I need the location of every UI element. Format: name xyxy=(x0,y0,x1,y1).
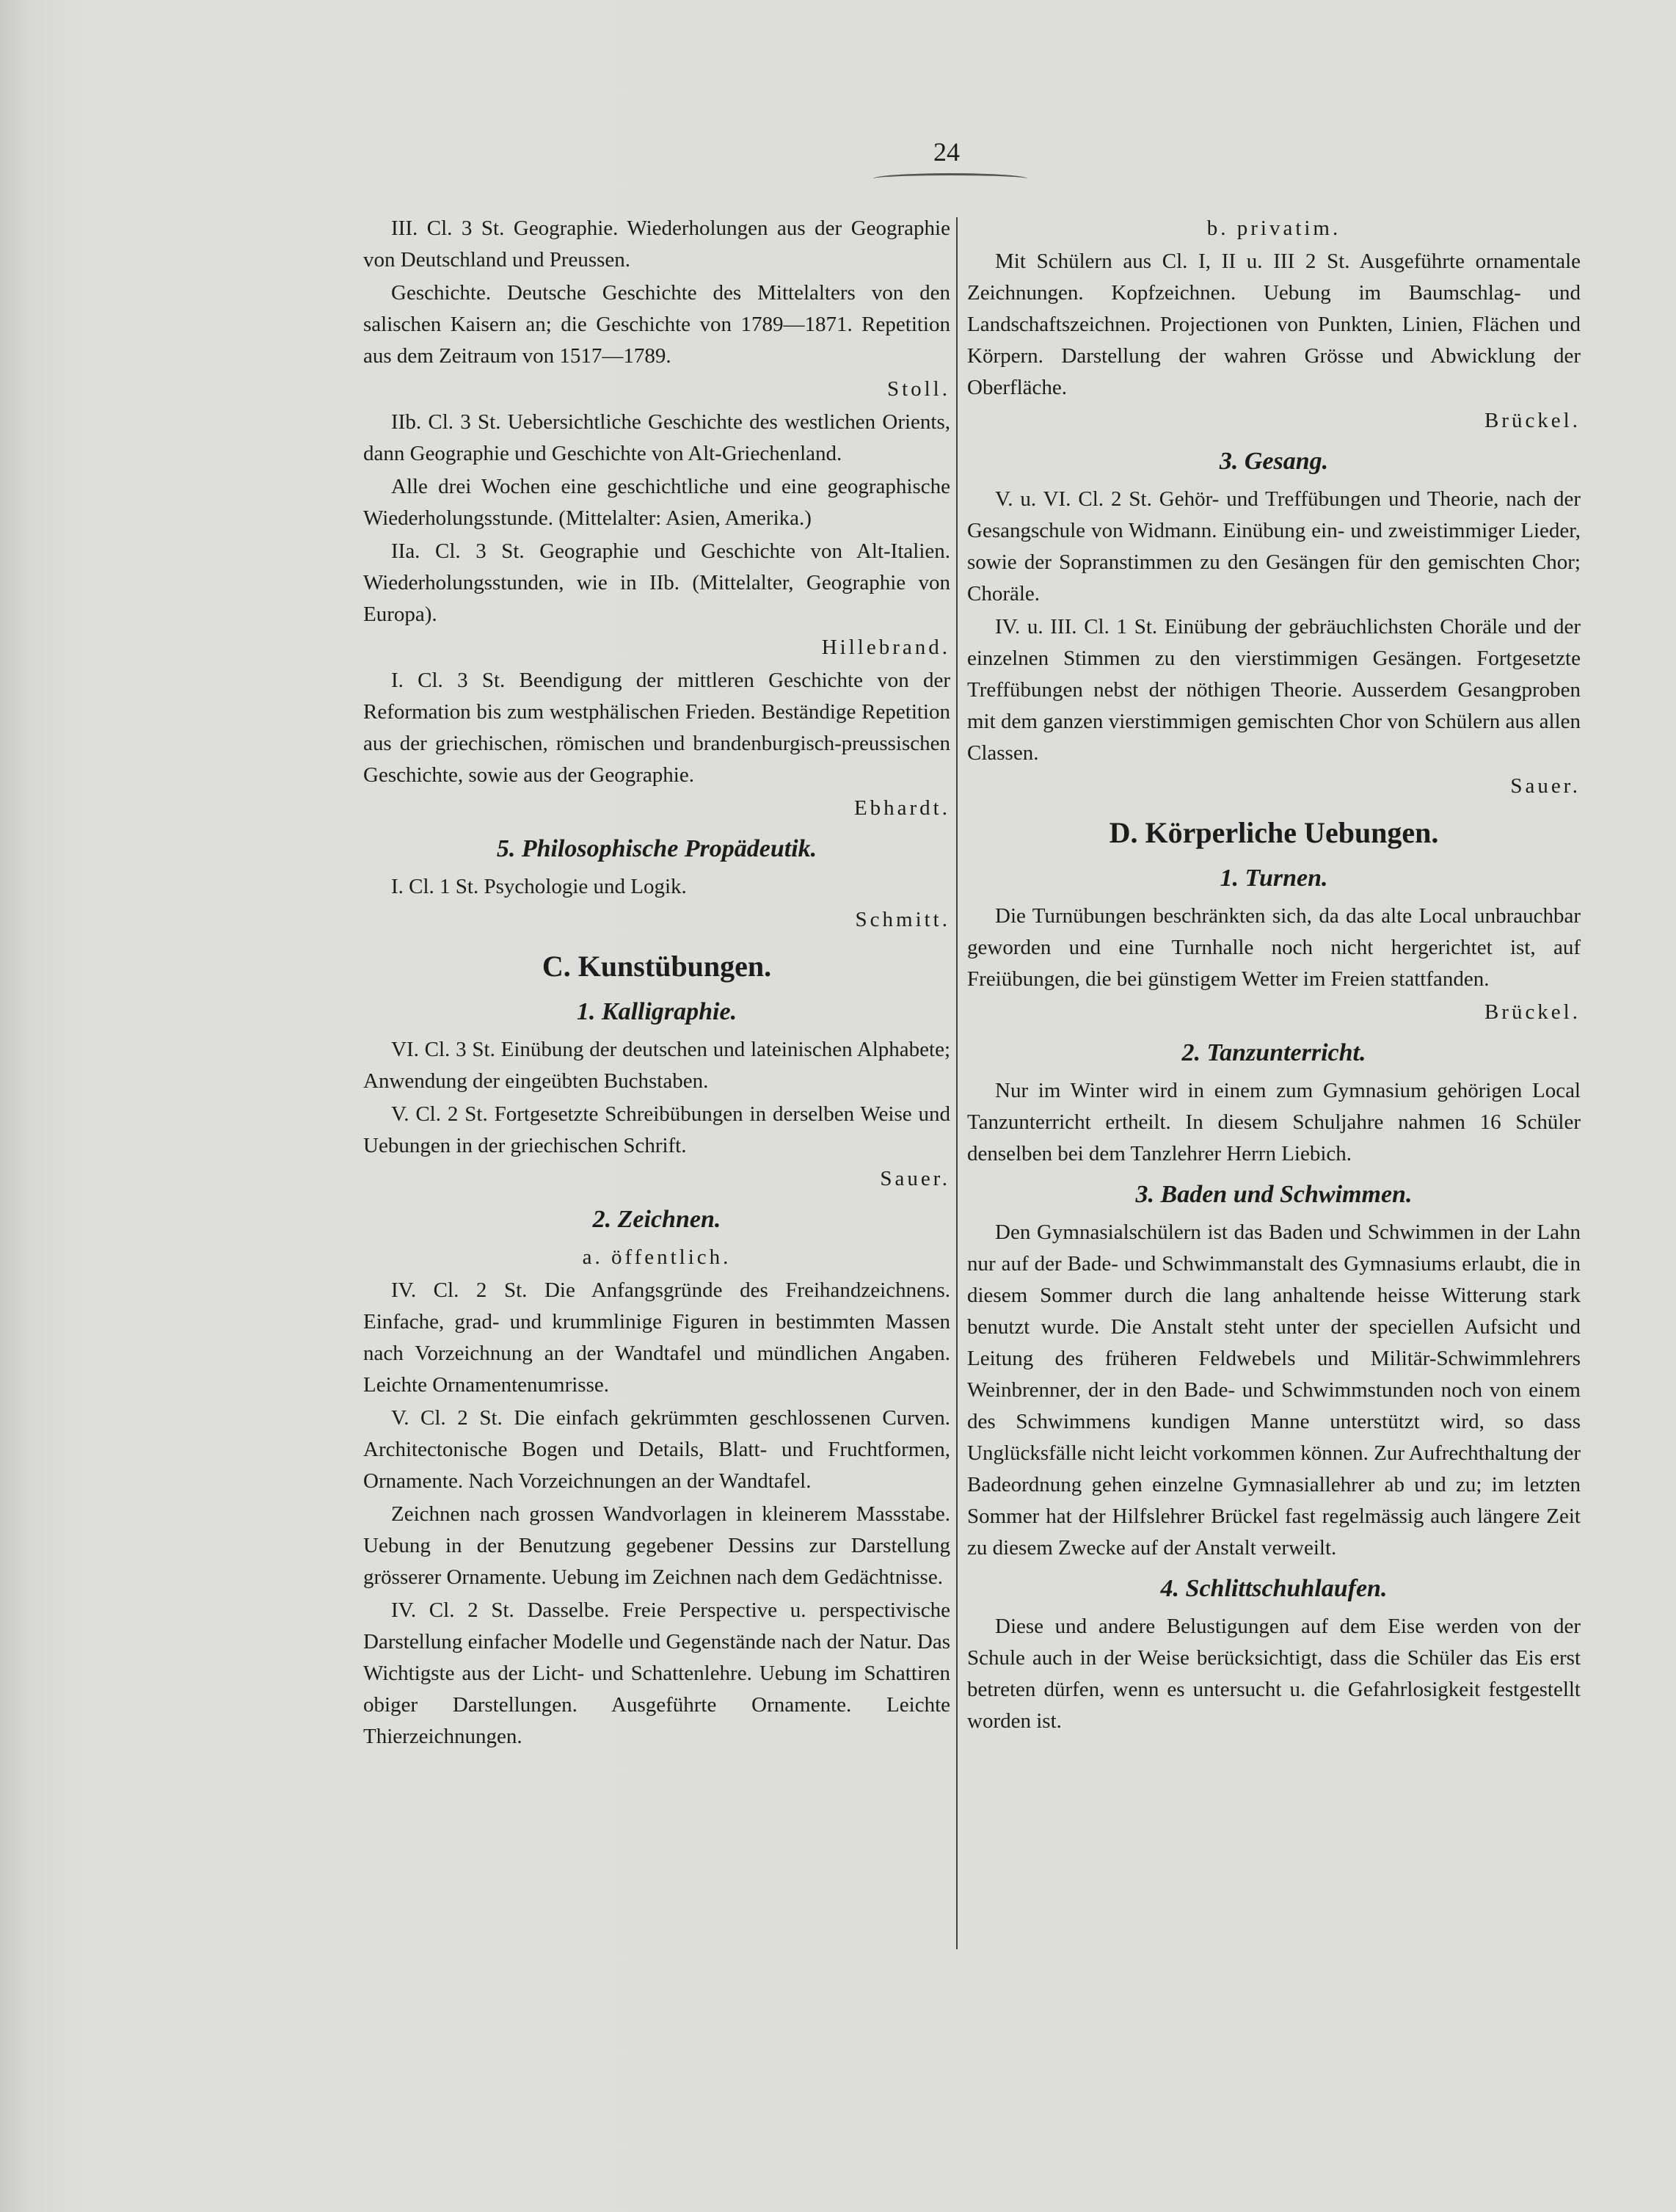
kalli-vi: VI. Cl. 3 St. Einübung der deutschen und lateinischen Alphabete; Anwendung der eingeübten Buchstaben. xyxy=(363,1038,950,1093)
teacher-schmitt: Schmitt. xyxy=(855,908,950,931)
teacher-brueckel-zeichnen: Brückel. xyxy=(1484,409,1581,432)
gesang-iv-iii: IV. u. III. Cl. 1 St. Einübung der gebräuchlichsten Choräle und der einzelnen Stimmen zu den vierstimmigen Gesängen. Fortgesetzte Treffübungen nebst der nöthigen Theorie. Ausserdem Gesangproben mit dem ganzen vierstimmigen gemischten Chor von Schülern aus allen Classen. xyxy=(967,615,1581,765)
heading-turnen: 1. Turnen. xyxy=(1220,865,1328,892)
turnen-text: Die Turnübungen beschränkten sich, da das alte Local unbrauchbar geworden und eine Turnhalle noch nicht hergerichtet ist, auf Freiübungen, die bei günstigem Wetter im Freien stattfanden. xyxy=(967,904,1581,991)
zeichnen-iv: IV. Cl. 2 St. Die Anfangsgründe des Freihandzeichnens. Einfache, grad- und krummlinige Figuren in bestimmten Massen nach Vorzeichnung an der Wandtafel und mündlichen Angaben. Leichte Ornamentenumrisse. xyxy=(363,1278,950,1397)
zeichnen-wandvorlagen: Zeichnen nach grossen Wandvorlagen in kleinerem Massstabe. Uebung in der Benutzung gegebener Dessins zur Darstellung grösserer Ornamente. Uebung im Zeichnen nach dem Gedächtnisse. xyxy=(363,1502,950,1589)
teacher-stoll: Stoll. xyxy=(886,377,950,401)
zeichnen-iv-perspective: IV. Cl. 2 St. Dasselbe. Freie Perspective u. perspectivische Darstellung einfacher Modelle und Gegenstände nach der Natur. Das Wichtigste aus der Licht- und Schattenlehre. Uebung im Schattiren obiger Darstellungen. Ausgeführte Ornamente. Leichte Thierzeichnungen. xyxy=(363,1598,950,1748)
geographie-iii: III. Cl. 3 St. Geographie. Wiederholungen aus der Geographie von Deutschland und Preussen. xyxy=(363,217,950,272)
heading-koerperliche-uebungen: D. Körperliche Uebungen. xyxy=(1109,816,1439,849)
heading-zeichnen: 2. Zeichnen. xyxy=(592,1206,721,1233)
page-number: 24 xyxy=(933,137,960,167)
baden-text: Den Gymnasialschülern ist das Baden und Schwimmen in der Lahn nur auf der Bade- und Schwimmanstalt des Gymnasiums erlaubt, die in diesem Sommer durch die lang anhaltende heisse Witterung stark benutzt wurde. Die Anstalt steht unter der speciellen Aufsicht und Leitung des früheren Feldwebels und Militär-Schwimmlehrers Weinbrenner, der in den Bade- und Schwimmstunden noch von einem des Schwimmens kundigen Manne unterstützt wird, so dass Unglücksfälle nicht leicht vorkommen können. Zur Aufrechthaltung der Badeordnung gehen einzelne Gymnasiallehrer ab und zu; im letzten Sommer hat der Hilfslehrer Brückel fast regelmässig auch längere Zeit zu diesem Zwecke auf der Anstalt verweilt. xyxy=(967,1220,1581,1560)
geschichte-iib: IIb. Cl. 3 St. Uebersichtliche Geschichte des westlichen Orients, dann Geographie und Geschichte von Alt-Griechenland. xyxy=(363,410,950,465)
left-column xyxy=(363,213,950,1754)
kalli-v: V. Cl. 2 St. Fortgesetzte Schreibübungen in derselben Weise und Uebungen in der griechischen Schrift. xyxy=(363,1102,950,1157)
teacher-brueckel-turnen: Brückel. xyxy=(1484,1000,1581,1024)
subheading-privatim: b. privatim. xyxy=(1206,217,1341,240)
teacher-hillebrand: Hillebrand. xyxy=(821,636,950,659)
philo-text: I. Cl. 1 St. Psychologie und Logik. xyxy=(391,875,687,898)
geschichte-i: I. Cl. 3 St. Beendigung der mittleren Geschichte von der Reformation bis zum westphälischen Frieden. Beständige Repetition aus der griechischen, römischen und brandenburgisch-preussischen Geschichte, sowie aus der Geographie. xyxy=(363,669,950,787)
privatim-text: Mit Schülern aus Cl. I, II u. III 2 St. Ausgeführte ornamentale Zeichnungen. Kopfzeichnen. Uebung im Baumschlag- und Landschaftszeichnen. Projectionen von Punkten, Linien, Flächen und Körpern. Darstellung der wahren Grösse und Abwicklung der Oberfläche. xyxy=(967,250,1581,399)
tanz-text: Nur im Winter wird in einem zum Gymnasium gehörigen Local Tanzunterricht ertheilt. In diesem Schuljahre nahmen 16 Schüler denselben bei dem Tanzlehrer Herrn Liebich. xyxy=(967,1079,1581,1165)
column-divider xyxy=(956,217,958,1949)
heading-baden-schwimmen: 3. Baden und Schwimmen. xyxy=(1135,1181,1413,1208)
teacher-ebhardt: Ebhardt. xyxy=(853,796,950,820)
heading-kunstuebungen: C. Kunstübungen. xyxy=(542,950,772,983)
heading-philosophische-propaedeutik: 5. Philosophische Propädeutik. xyxy=(496,835,817,862)
zeichnen-v: V. Cl. 2 St. Die einfach gekrümmten geschlossenen Curven. Architectonische Bogen und Details, Blatt- und Fruchtformen, Ornamente. Nach Vorzeichnungen an der Wandtafel. xyxy=(363,1406,950,1493)
heading-schlittschuhlaufen: 4. Schlittschuhlaufen. xyxy=(1160,1575,1388,1602)
gesang-v-vi: V. u. VI. Cl. 2 St. Gehör- und Treffübungen und Theorie, nach der Gesangschule von Widmann. Einübung ein- und zweistimmiger Lieder, sowie der Sopranstimmen zu den Gesängen für den gemischten Chor; Choräle. xyxy=(967,487,1581,605)
alle-drei-wochen: Alle drei Wochen eine geschichtliche und eine geographische Wiederholungsstunde. (Mittelalter: Asien, Amerika.) xyxy=(363,475,950,530)
right-column xyxy=(967,213,1581,1739)
geschichte-iia: IIa. Cl. 3 St. Geographie und Geschichte von Alt-Italien. Wiederholungsstunden, wie in IIb. (Mittelalter, Geographie von Europa). xyxy=(363,539,950,626)
heading-gesang: 3. Gesang. xyxy=(1219,448,1329,475)
heading-kalligraphie: 1. Kalligraphie. xyxy=(576,998,737,1025)
subheading-oeffentlich: a. öffentlich. xyxy=(582,1245,732,1269)
teacher-sauer-kalli: Sauer. xyxy=(880,1167,950,1190)
heading-tanzunterricht: 2. Tanzunterricht. xyxy=(1181,1039,1366,1066)
schlitt-text: Diese und andere Belustigungen auf dem Eise werden von der Schule auch in der Weise berücksichtigt, dass die Schüler das Eis erst betreten dürfen, wenn es untersucht u. die Gefahrlosigkeit festgestellt worden ist. xyxy=(967,1615,1581,1733)
page-number-ornament xyxy=(873,173,1027,184)
teacher-sauer-gesang: Sauer. xyxy=(1510,774,1581,798)
geschichte-iii: Geschichte. Deutsche Geschichte des Mittelalters von den salischen Kaisern an; die Geschichte von 1789—1871. Repetition aus dem Zeitraum von 1517—1789. xyxy=(363,281,950,368)
